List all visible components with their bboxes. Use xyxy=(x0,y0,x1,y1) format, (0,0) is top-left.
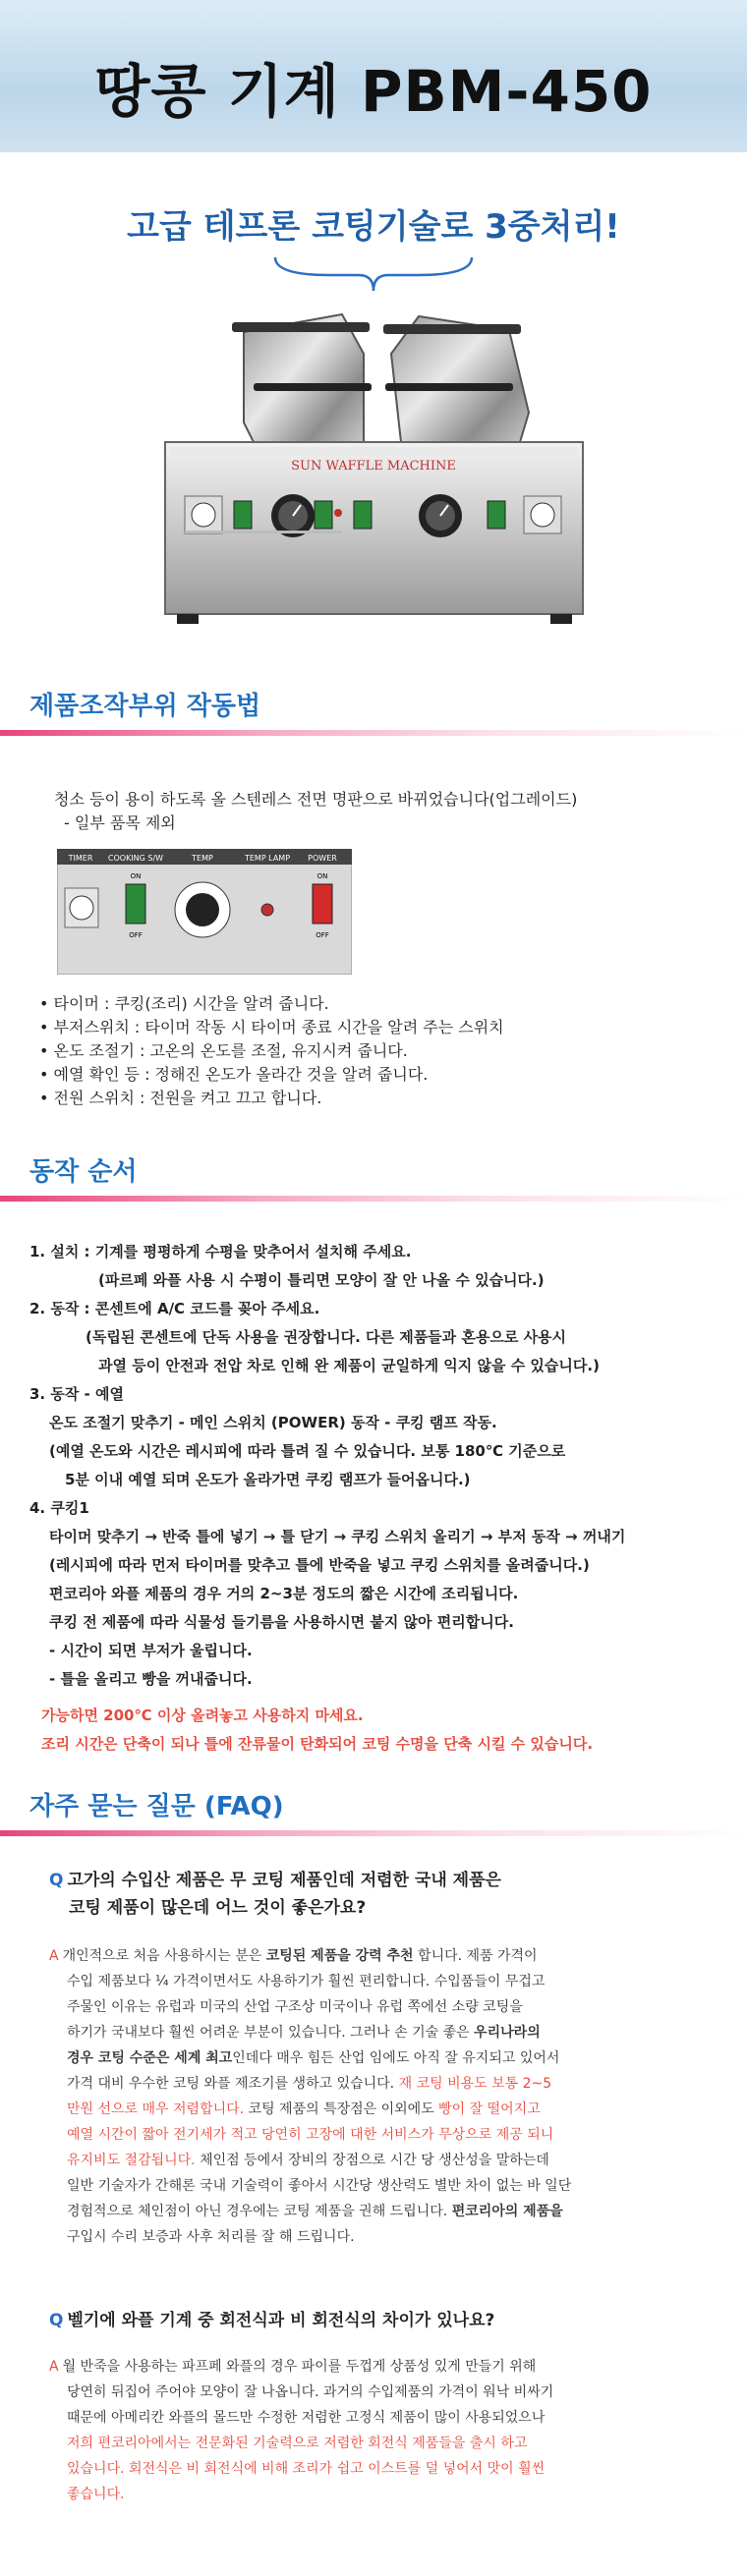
control-panel-illustration xyxy=(57,849,352,975)
list-item: • 전원 스위치 : 전원을 켜고 끄고 합니다. xyxy=(39,1087,747,1110)
step-3: 3. 동작 - 예열 xyxy=(29,1385,124,1403)
waffle-machine-illustration xyxy=(106,295,642,688)
warning-1: 가능하면 200℃ 이상 올려놓고 사용하지 마세요. xyxy=(41,1707,364,1724)
step-4-a: 타이머 맞추기 → 반죽 틀에 넣기 → 틀 닫기 → 쿠킹 스위치 올리기 → 부저 동작 → 꺼내기 xyxy=(49,1528,626,1545)
steps-body xyxy=(0,1238,747,1759)
step-4-c: 편코리아 와플 제품의 경우 거의 2~3분 정도의 짧은 시간에 조리됩니다. xyxy=(49,1585,519,1602)
control-list xyxy=(39,992,747,1110)
section-faq-title: 자주 묻는 질문 (FAQ) xyxy=(29,1792,284,1821)
subtitle: 고급 테프론 코팅기술로 3중처리! xyxy=(127,207,620,247)
answer-mark: A xyxy=(49,2359,59,2375)
control-panel-image xyxy=(57,849,747,979)
step-2: 2. 동작 : 콘센트에 A/C 코드를 꽂아 주세요. xyxy=(29,1300,320,1317)
step-2-note-a: (독립된 콘센트에 단독 사용을 권장합니다. 다른 제품들과 혼용으로 사용시 xyxy=(86,1328,567,1346)
list-item: • 타이머 : 쿠킹(조리) 시간을 알려 줍니다. xyxy=(39,992,747,1016)
faq-answer-1: A 개인적으로 처음 사용하시는 분은 코팅된 제품을 강력 추천 합니다. 제품 가격이 수입 제품보다 ¼ 가격이면서도 사용하기가 훨씬 편리합니다. 수입품들이 무겁고 주물인 이유는 유럽과 미국의 산업 구조상 미국이나 유럽 쪽에선 소량 코팅을 하기가 국내보다 훨씬 어려운 부분이 있습니다. 그러나 손 기술 좋은 우리나라의 경우 코팅 수준은 세계 최고인데다 매우 힘든 산업 임에도 아직 잘 유지되고 있어서 가격 대비 우수한 코팅 와플 제조기를 생하고 있습니다. 재 코팅 비용도 보통 2~5 만원 선으로 매우 저렴합니다. 코팅 제품의 특장점은 이외에도 빵이 잘 떨어지고 예열 시간이 짧아 전기세가 적고 당연히 고장에 대한 서비스가 무상으로 제공 되니 유지비도 절감됩니다. 체인점 등에서 장비의 장점으로 시간 당 생산성을 말하는데 일반 기술자가 간해론 국내 기술력이 좋아서 시간당 생산력도 별반 차이 없는 바 일단 경험적으로 체인점이 아닌 경우에는 코팅 제품을 권해 드립니다. 편코리아의 제품을 구입시 수리 보증과 사후 처리를 잘 해 드립니다. xyxy=(49,1948,572,2245)
section-faq-header xyxy=(0,1786,747,1836)
faq-question-2: Q 벨기에 와플 기계 중 회전식과 비 회전식의 차이가 있나요? xyxy=(49,2311,495,2330)
answer-mark: A xyxy=(49,1948,59,1964)
panel-on-label-2: ON xyxy=(316,872,328,880)
step-1-note: (파르페 와플 사용 시 수평이 틀리면 모양이 잘 안 나올 수 있습니다.) xyxy=(98,1271,545,1289)
panel-temp-label: TEMP xyxy=(192,854,213,863)
machine-brand-text: SUN WAFFLE MACHINE xyxy=(290,459,456,474)
step-4-f: - 틀을 올리고 빵을 꺼내줍니다. xyxy=(49,1670,253,1688)
list-item: • 부저스위치 : 타이머 작동 시 타이머 종료 시간을 알려 주는 스위치 xyxy=(39,1016,747,1039)
step-3-b: (예열 온도와 시간은 레시피에 따라 틀려 질 수 있습니다. 보통 180℃ 기준으로 xyxy=(49,1442,566,1460)
step-3-c: 5분 이내 예열 되며 온도가 올라가면 쿠킹 램프가 들어옵니다.) xyxy=(65,1471,471,1488)
step-4-d: 쿠킹 전 제품에 따라 식물성 들기름을 사용하시면 붙지 않아 편리합니다. xyxy=(49,1613,514,1631)
faq-body xyxy=(0,1867,747,2507)
brace-decoration xyxy=(270,253,477,295)
operation-body xyxy=(0,788,747,1110)
panel-timer-label: TIMER xyxy=(68,854,93,863)
section-divider xyxy=(0,1196,747,1202)
upgrade-note: 청소 등이 용이 하도록 올 스텐레스 전면 명판으로 바뀌었습니다(업그레이드) xyxy=(54,790,578,809)
panel-off-label-1: OFF xyxy=(129,931,143,939)
section-operation-title: 제품조작부위 작동법 xyxy=(29,692,261,721)
question-mark: Q xyxy=(49,2311,64,2330)
faq-question-1: Q 고가의 수입산 제품은 무 코팅 제품인데 저렴한 국내 제품은 코팅 제품이 많은데 어느 것이 좋은가요? xyxy=(49,1871,501,1918)
section-steps-title: 동작 순서 xyxy=(29,1157,138,1187)
step-1: 1. 설치 : 기계를 평평하게 수평을 맞추어서 설치해 주세요. xyxy=(29,1243,412,1260)
panel-off-label-2: OFF xyxy=(316,931,329,939)
panel-power-label: POWER xyxy=(308,854,337,863)
panel-temp-lamp-label: TEMP LAMP xyxy=(244,854,291,863)
step-4-e: - 시간이 되면 부저가 울립니다. xyxy=(49,1642,253,1659)
title-banner xyxy=(0,0,747,152)
machine-image xyxy=(106,295,642,688)
steps-list xyxy=(29,1238,747,1759)
page-title: 땅콩 기계 PBM-450 xyxy=(94,58,653,125)
section-divider xyxy=(0,1830,747,1836)
list-item: • 온도 조절기 : 고온의 온도를 조절, 유지시켜 줍니다. xyxy=(39,1039,747,1063)
step-4-b: (레시피에 따라 먼저 타이머를 맞추고 틀에 반죽을 넣고 쿠킹 스위치를 올려줍니다.) xyxy=(49,1556,590,1574)
upgrade-note-exception: - 일부 품목 제외 xyxy=(64,813,176,832)
warning-2: 조리 시간은 단축이 되나 틀에 잔류물이 탄화되어 코팅 수명을 단축 시킬 수 있습니다. xyxy=(41,1735,594,1753)
step-4: 4. 쿠킹1 xyxy=(29,1499,89,1517)
step-2-note-b: 과열 등이 안전과 전압 차로 인해 완 제품이 균일하게 익지 않을 수 있습니다.) xyxy=(98,1357,600,1374)
panel-cooking-label: COOKING S/W xyxy=(107,854,164,863)
list-item: • 예열 확인 등 : 정해진 온도가 올라간 것을 알려 줍니다. xyxy=(39,1063,747,1087)
section-operation-header xyxy=(0,686,747,736)
faq-answer-2: A 월 반죽을 사용하는 파프페 와플의 경우 파이를 두껍게 상품성 있게 만들기 위해 당연히 뒤집어 주어야 모양이 잘 나옵니다. 과거의 수입제품의 가격이 워낙 비싸기 때문에 아메리칸 와플의 몰드만 수정한 저렴한 고정식 제품이 많이 사용되었으나 저희 편코리아에서는 전문화된 기술력으로 저렴한 회전식 제품들을 출시 하고 있습니다. 회전식은 비 회전식에 비해 조리가 쉽고 이스트를 덜 넣어서 맛이 훨씬 좋습니다. xyxy=(49,2359,554,2502)
section-steps-header xyxy=(0,1151,747,1202)
section-divider xyxy=(0,730,747,736)
question-mark: Q xyxy=(49,1871,64,1890)
step-3-a: 온도 조절기 맞추기 - 메인 스위치 (POWER) 동작 - 쿠킹 램프 작동. xyxy=(49,1414,497,1431)
panel-on-label-1: ON xyxy=(130,872,142,880)
